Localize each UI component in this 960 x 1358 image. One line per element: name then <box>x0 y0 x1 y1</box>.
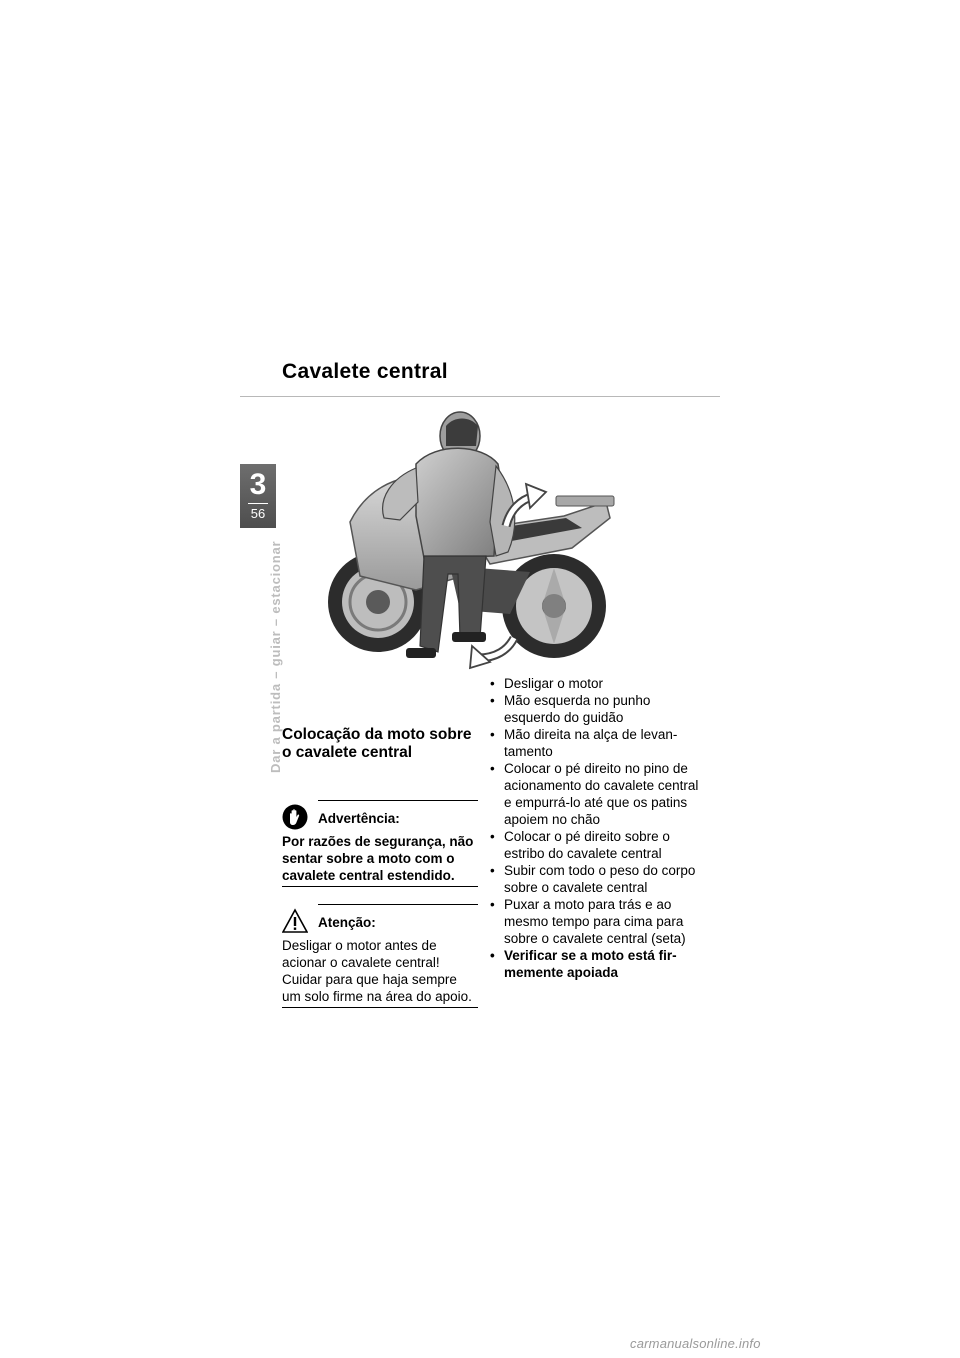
warning-label: Advertência: <box>318 811 400 826</box>
chapter-number: 3 <box>249 468 267 501</box>
list-item: • Colocar o pé direito no pino de acionamento do cavalete central e empurrá-lo até que os patins apoiem no chão <box>490 760 702 828</box>
caution-rule <box>318 904 478 905</box>
warning-text: Por razões de segurança, não sentar sobre a moto com o cavalete central estendido. <box>282 833 478 887</box>
warning-triangle-icon <box>282 908 308 934</box>
list-item: • Subir com todo o peso do corpo sobre o cavalete central <box>490 862 702 896</box>
motorcycle-center-stand-illustration <box>320 406 620 680</box>
hand-stop-icon <box>282 804 308 830</box>
caution-text: Desligar o motor antes de acionar o cavalete central! Cuidar para que haja sempre um solo firme na área do apoio. <box>282 937 478 1008</box>
title-divider <box>240 396 720 397</box>
caution-label: Atenção: <box>318 915 376 930</box>
chapter-divider <box>248 503 268 504</box>
section-heading: Colocação da moto sobre o cavalete central <box>282 726 472 761</box>
warning-rule <box>318 800 478 801</box>
caution-notice <box>282 904 478 1008</box>
list-item: • Puxar a moto para trás e ao mesmo tempo para cima para sobre o cavalete central (seta) <box>490 896 702 947</box>
chapter-tab <box>240 464 276 528</box>
list-item: • Mão esquerda no punho esquerdo do guidão <box>490 692 702 726</box>
watermark-link[interactable]: carmanualsonline.info <box>630 1336 761 1351</box>
page-number: 56 <box>250 506 266 521</box>
chapter-side-label: Dar a partida – guiar – estacionar <box>268 540 283 773</box>
list-item: • Colocar o pé direito sobre o estribo do cavalete central <box>490 828 702 862</box>
final-check-item: • Verificar se a moto está firmemente apoiada <box>490 947 702 981</box>
push-arrow-down <box>470 638 514 668</box>
rear-wheel <box>502 554 606 658</box>
warning-notice <box>282 800 478 887</box>
page-title: Cavalete central <box>282 360 448 383</box>
list-item: • Mão direita na alça de levantamento <box>490 726 702 760</box>
list-item: • Desligar o motor <box>490 675 702 692</box>
procedure-steps <box>490 675 702 981</box>
